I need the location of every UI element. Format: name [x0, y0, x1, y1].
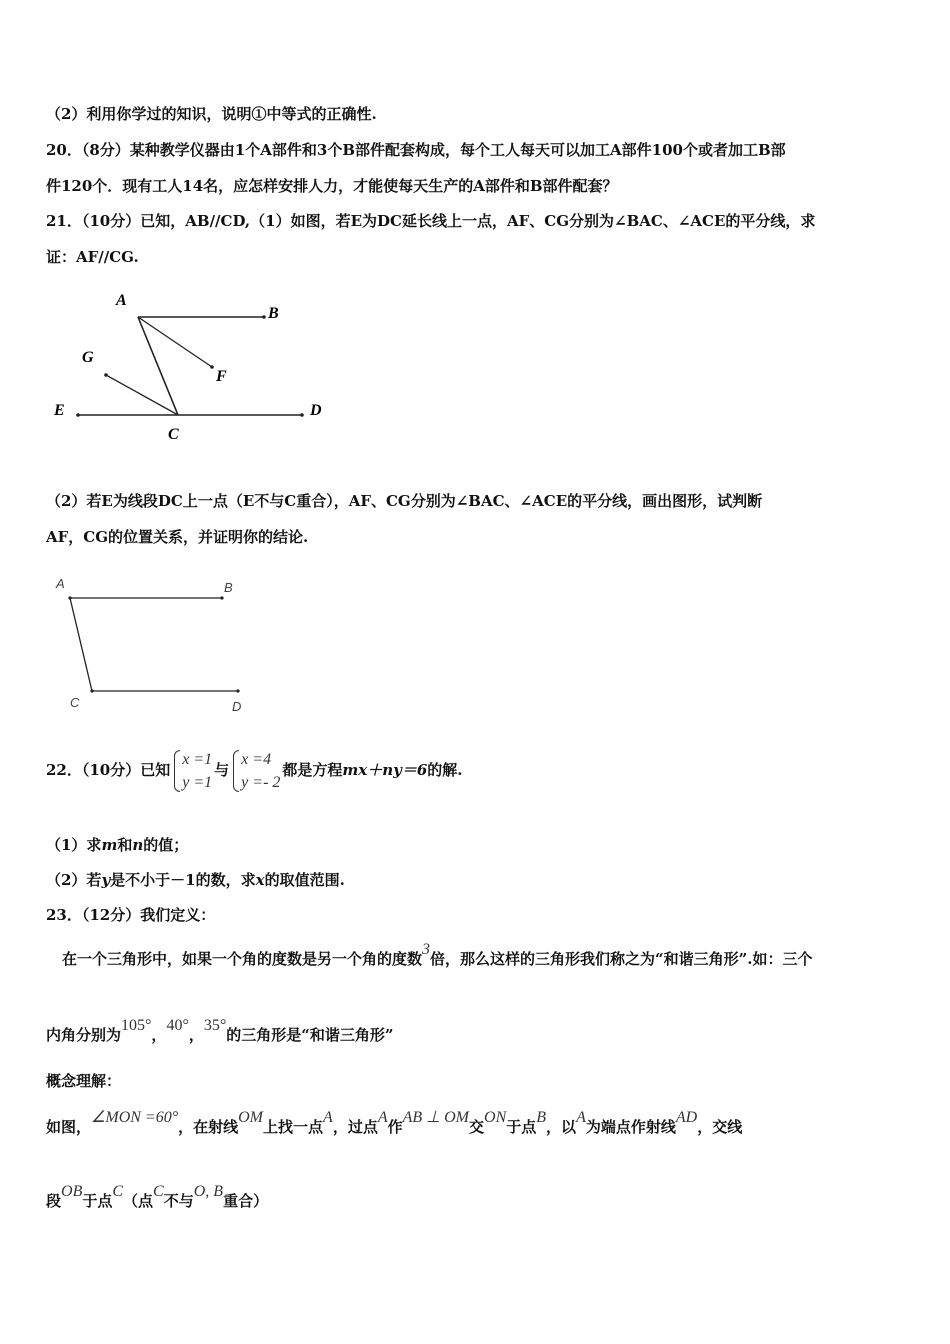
q21-line2: 证：AF//CG.	[46, 248, 139, 266]
q21-part2-line1: （2）若E为线段DC上一点（E不与C重合），AF、CG分别为∠BAC、∠ACE的平分线，画出图形，试判断	[46, 492, 763, 510]
label-A: A	[56, 576, 65, 591]
label-A: A	[116, 292, 127, 309]
q21-part2-line2: AF，CG的位置关系，并证明你的结论.	[46, 528, 309, 546]
q23-definition: 在一个三角形中，如果一个角的度数是另一个角的度数3倍，那么这样的三角形我们称之为“和谐三角形”.如：三个	[62, 941, 813, 968]
label-D: D	[232, 699, 242, 714]
label-F: F	[216, 368, 227, 385]
q21-line1: 21．（10分）已知，AB//CD,（1）如图，若E为DC延长线上一点，AF、CG分别为∠BAC、∠ACE的平分线，求	[46, 212, 816, 230]
q21-figure-2	[46, 570, 266, 720]
label-G: G	[82, 349, 94, 366]
label-C: C	[70, 695, 80, 710]
q22-part2: （2）若y是不小于－1的数，求x的取值范围.	[46, 871, 345, 889]
segment-CG	[106, 375, 178, 415]
label-B: B	[224, 580, 233, 595]
label-D: D	[310, 402, 322, 419]
q20-line2: 件120个．现有工人14名，应怎样安排人力，才能使每天生产的A部件和B部件配套？	[46, 177, 618, 195]
q21-figure-1	[46, 285, 346, 450]
q19-part2: （2）利用你学过的知识，说明①中等式的正确性.	[46, 105, 377, 123]
segment-AC	[138, 317, 178, 415]
q23-title: 23．（12分）我们定义：	[46, 906, 216, 924]
segment-AF	[138, 317, 212, 367]
q23-figure-description-end: 段OB于点C（点C不与O, B重合）	[46, 1183, 269, 1210]
system-1: x =1 y =1	[172, 748, 212, 794]
q23-figure-description: 如图，∠MON =60°，在射线OM上找一点A，过点A作AB ⊥ OM交ON于点B，以A为端点作射线AD，交线	[46, 1109, 743, 1136]
label-E: E	[54, 402, 65, 419]
system-2: x =4 y =- 2	[231, 748, 280, 794]
label-B: B	[268, 305, 279, 322]
q23-concept-heading: 概念理解：	[46, 1072, 122, 1090]
segment-AC	[70, 598, 92, 691]
q22-statement: 22．（10分）已知 x =1 y =1 与 x =4 y =- 2 都是方程mx＋ny＝6的解.	[46, 748, 463, 794]
q20-line1: 20．（8分）某种教学仪器由1个A部件和3个B部件配套构成，每个工人每天可以加工A部件100个或者加工B部	[46, 141, 786, 159]
q22-part1: （1）求m和n的值；	[46, 836, 189, 854]
label-C: C	[168, 426, 179, 443]
q23-example: 内角分别为105°，40°，35°的三角形是“和谐三角形”	[46, 1017, 394, 1044]
